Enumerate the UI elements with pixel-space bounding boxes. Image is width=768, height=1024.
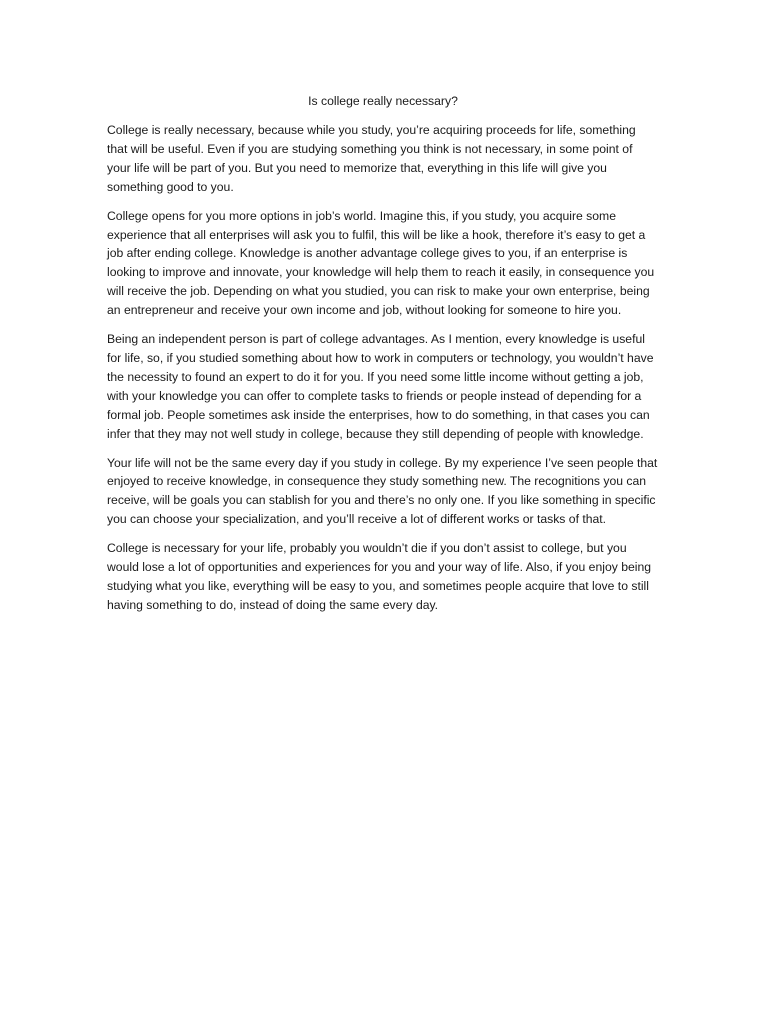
paragraph-2: College opens for you more options in job’s world. Imagine this, if you study, you acquire some experience that all enterprises will ask you to fulfil, this will be like a hook, therefore it’s easy to get a job after ending college. Knowledge is another advantage college gives to you, if an enterprise is looking to improve and innovate, your knowledge will help them to reach it easily, in consequence you will receive the job. Depending on what you studied, you can risk to make your own enterprise, being an entrepreneur and receive your own income and job, without looking for someone to hire you. bbox=[107, 208, 655, 318]
paragraph-3: Being an independent person is part of college advantages. As I mention, every knowledge is useful for life, so, if you studied something about how to work in computers or technology, you wouldn’t have the necessity to found an expert to do it for you. If you need some little income without getting a job, with your knowledge you can offer to complete tasks to friends or people instead of depending for a formal job. People sometimes ask inside the enterprises, how to do something, in that cases you can infer that they may not well study in college, because they still depending of people with knowledge. bbox=[107, 332, 654, 441]
document-body bbox=[107, 92, 659, 625]
paragraph-1: College is really necessary, because while you study, you’re acquiring proceeds for life, something that will be useful. Even if you are studying something you think is not necessary, in some point of your life will be part of you. But you need to memorize that, everything in this life will give you something good to you. bbox=[107, 123, 636, 194]
paragraph-5: College is necessary for your life, probably you wouldn’t die if you don’t assist to college, but you would lose a lot of opportunities and experiences for you and your way of life. Also, if you enjoy being studying what you like, everything will be easy to you, and sometimes people acquire that love to still having something to do, instead of doing the same every day. bbox=[107, 541, 652, 612]
document-title: Is college really necessary? bbox=[308, 94, 458, 108]
paragraph-4: Your life will not be the same every day if you study in college. By my experience I’ve seen people that enjoyed to receive knowledge, in consequence they study something new. The recognitions you can receive, will be goals you can stablish for you and there’s no only one. If you like something in specific you can choose your specialization, and you’ll receive a lot of different works or tasks of that. bbox=[107, 455, 658, 527]
